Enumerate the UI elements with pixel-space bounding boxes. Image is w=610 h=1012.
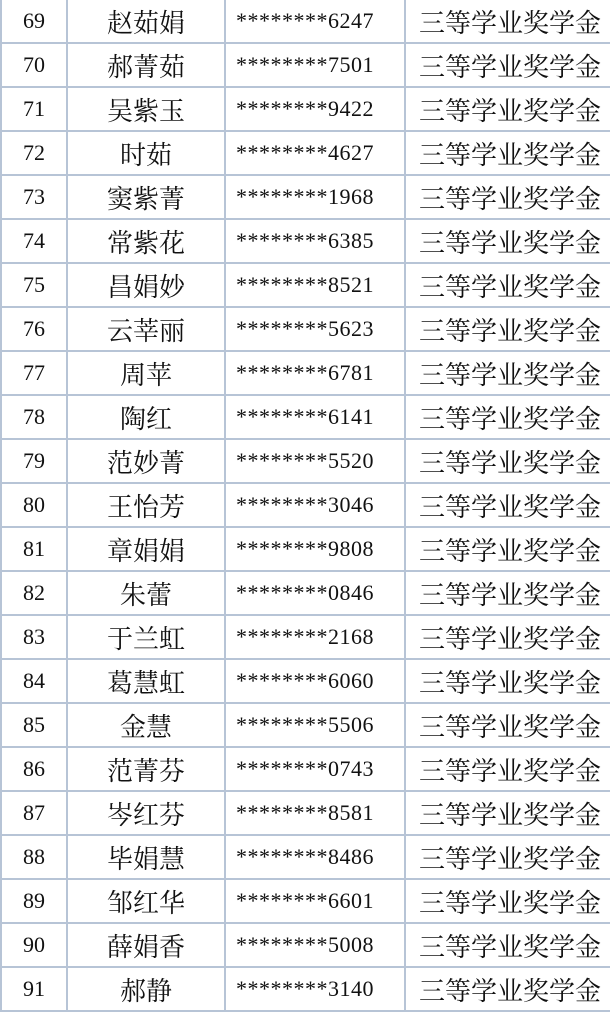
award-type: 三等学业奖学金 (405, 395, 610, 439)
student-name: 岑红芬 (67, 791, 225, 835)
masked-id-number: ********5008 (225, 923, 405, 967)
row-number: 71 (1, 87, 67, 131)
student-name: 常紫花 (67, 219, 225, 263)
award-type: 三等学业奖学金 (405, 659, 610, 703)
table-row (1, 483, 610, 527)
student-name: 章娟娟 (67, 527, 225, 571)
masked-id-number: ********8521 (225, 263, 405, 307)
award-type: 三等学业奖学金 (405, 439, 610, 483)
award-type: 三等学业奖学金 (405, 571, 610, 615)
award-type: 三等学业奖学金 (405, 747, 610, 791)
student-name: 时茹 (67, 131, 225, 175)
table-row (1, 395, 610, 439)
student-name: 窦紫菁 (67, 175, 225, 219)
table-row (1, 0, 610, 43)
student-name: 朱蕾 (67, 571, 225, 615)
student-name: 于兰虹 (67, 615, 225, 659)
table-row (1, 967, 610, 1011)
student-name: 葛慧虹 (67, 659, 225, 703)
masked-id-number: ********5623 (225, 307, 405, 351)
row-number: 86 (1, 747, 67, 791)
masked-id-number: ********3140 (225, 967, 405, 1011)
masked-id-number: ********9808 (225, 527, 405, 571)
masked-id-number: ********6385 (225, 219, 405, 263)
student-name: 薛娟香 (67, 923, 225, 967)
award-type: 三等学业奖学金 (405, 307, 610, 351)
award-type: 三等学业奖学金 (405, 131, 610, 175)
row-number: 89 (1, 879, 67, 923)
row-number: 87 (1, 791, 67, 835)
award-type: 三等学业奖学金 (405, 835, 610, 879)
table-row (1, 131, 610, 175)
table-row (1, 835, 610, 879)
masked-id-number: ********4627 (225, 131, 405, 175)
table-row (1, 351, 610, 395)
table-row (1, 175, 610, 219)
masked-id-number: ********6141 (225, 395, 405, 439)
award-type: 三等学业奖学金 (405, 43, 610, 87)
award-type: 三等学业奖学金 (405, 263, 610, 307)
row-number: 91 (1, 967, 67, 1011)
row-number: 77 (1, 351, 67, 395)
student-name: 赵茹娟 (67, 0, 225, 43)
row-number: 73 (1, 175, 67, 219)
scholarship-table-body (1, 0, 610, 1011)
award-type: 三等学业奖学金 (405, 879, 610, 923)
row-number: 80 (1, 483, 67, 527)
masked-id-number: ********8581 (225, 791, 405, 835)
student-name: 陶红 (67, 395, 225, 439)
award-type: 三等学业奖学金 (405, 0, 610, 43)
row-number: 90 (1, 923, 67, 967)
student-name: 金慧 (67, 703, 225, 747)
masked-id-number: ********5506 (225, 703, 405, 747)
masked-id-number: ********2168 (225, 615, 405, 659)
student-name: 郝菁茹 (67, 43, 225, 87)
award-type: 三等学业奖学金 (405, 219, 610, 263)
award-type: 三等学业奖学金 (405, 483, 610, 527)
student-name: 邹红华 (67, 879, 225, 923)
award-type: 三等学业奖学金 (405, 351, 610, 395)
table-row (1, 615, 610, 659)
row-number: 78 (1, 395, 67, 439)
masked-id-number: ********6060 (225, 659, 405, 703)
student-name: 昌娟妙 (67, 263, 225, 307)
row-number: 72 (1, 131, 67, 175)
masked-id-number: ********9422 (225, 87, 405, 131)
student-name: 范菁芬 (67, 747, 225, 791)
masked-id-number: ********1968 (225, 175, 405, 219)
masked-id-number: ********3046 (225, 483, 405, 527)
row-number: 83 (1, 615, 67, 659)
student-name: 郝静 (67, 967, 225, 1011)
award-type: 三等学业奖学金 (405, 703, 610, 747)
masked-id-number: ********6781 (225, 351, 405, 395)
award-type: 三等学业奖学金 (405, 791, 610, 835)
table-row (1, 659, 610, 703)
row-number: 88 (1, 835, 67, 879)
award-type: 三等学业奖学金 (405, 175, 610, 219)
masked-id-number: ********6247 (225, 0, 405, 43)
table-row (1, 219, 610, 263)
row-number: 79 (1, 439, 67, 483)
row-number: 75 (1, 263, 67, 307)
student-name: 范妙菁 (67, 439, 225, 483)
masked-id-number: ********6601 (225, 879, 405, 923)
masked-id-number: ********0743 (225, 747, 405, 791)
row-number: 82 (1, 571, 67, 615)
masked-id-number: ********0846 (225, 571, 405, 615)
student-name: 毕娟慧 (67, 835, 225, 879)
student-name: 王怡芳 (67, 483, 225, 527)
award-type: 三等学业奖学金 (405, 87, 610, 131)
table-row (1, 791, 610, 835)
award-type: 三等学业奖学金 (405, 923, 610, 967)
row-number: 69 (1, 0, 67, 43)
row-number: 84 (1, 659, 67, 703)
table-row (1, 703, 610, 747)
table-row (1, 43, 610, 87)
table-row (1, 879, 610, 923)
student-name: 云莘丽 (67, 307, 225, 351)
table-row (1, 571, 610, 615)
masked-id-number: ********7501 (225, 43, 405, 87)
table-row (1, 747, 610, 791)
award-type: 三等学业奖学金 (405, 527, 610, 571)
table-row (1, 263, 610, 307)
masked-id-number: ********5520 (225, 439, 405, 483)
masked-id-number: ********8486 (225, 835, 405, 879)
row-number: 74 (1, 219, 67, 263)
award-type: 三等学业奖学金 (405, 615, 610, 659)
award-type: 三等学业奖学金 (405, 967, 610, 1011)
table-row (1, 307, 610, 351)
table-row (1, 439, 610, 483)
row-number: 76 (1, 307, 67, 351)
table-row (1, 87, 610, 131)
table-row (1, 527, 610, 571)
student-name: 周苹 (67, 351, 225, 395)
row-number: 70 (1, 43, 67, 87)
table-row (1, 923, 610, 967)
row-number: 85 (1, 703, 67, 747)
row-number: 81 (1, 527, 67, 571)
student-name: 吴紫玉 (67, 87, 225, 131)
